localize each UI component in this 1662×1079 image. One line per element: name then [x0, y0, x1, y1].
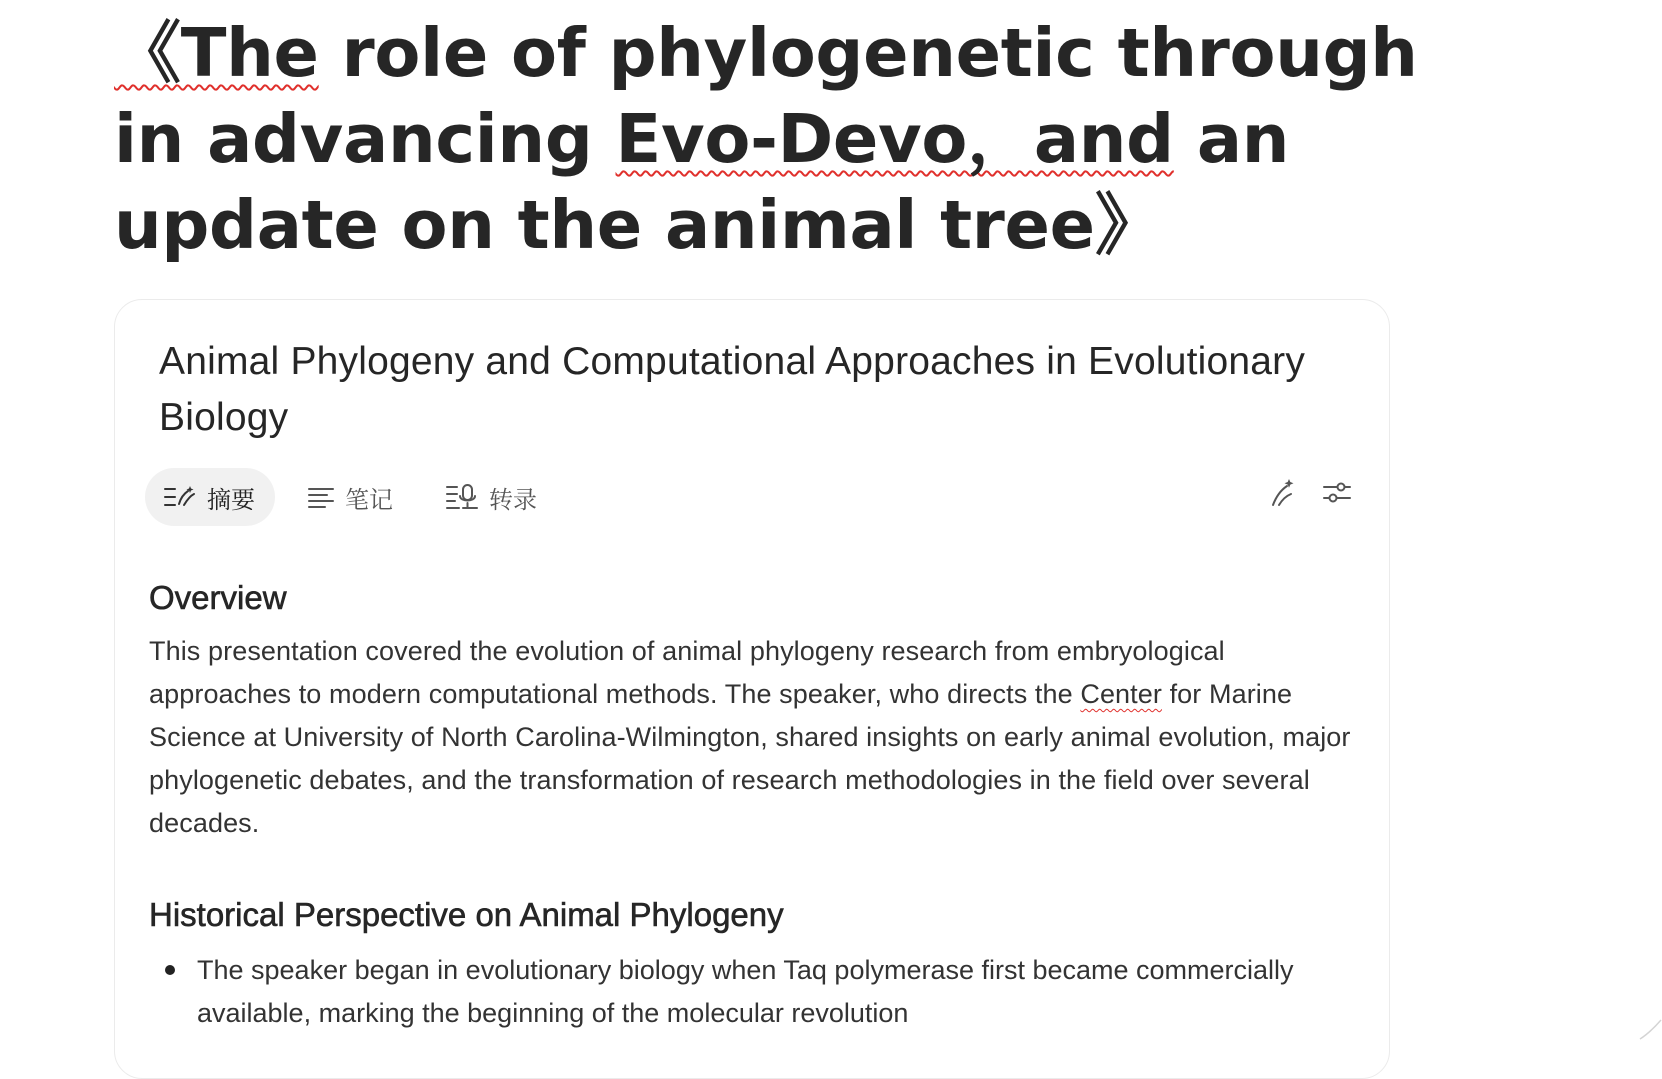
overview-paragraph: [149, 630, 1359, 845]
summary-card: [114, 299, 1390, 1079]
settings-sliders-icon[interactable]: [1321, 476, 1353, 508]
tab-transcript[interactable]: [427, 468, 557, 526]
notes-icon: [307, 485, 335, 509]
spellcheck-word[interactable]: Center: [1080, 679, 1162, 709]
resize-corner-icon: [1638, 1016, 1662, 1040]
bullet-icon: [165, 965, 175, 975]
tab-label: 摘要: [207, 485, 255, 514]
historical-heading: Historical Perspective on Animal Phylogeny: [149, 896, 784, 933]
view-tabs: [145, 468, 557, 526]
list-item: [149, 949, 1359, 1035]
document-title-line-1: [114, 10, 1418, 96]
document-title-line-3: update on the animal tree》: [114, 186, 1162, 264]
tab-summary[interactable]: [145, 468, 275, 526]
paragraph-text: for Marine Science at University of North Carolina-Wilmington, shared insights on early animal evolution, major phylogenetic debates, and the transformation of research methodologies in the field over several decades.: [149, 679, 1351, 838]
overview-heading: Overview: [149, 579, 287, 616]
bullet-text: The speaker began in evolutionary biology when Taq polymerase first became commercially available, marking the beginning of the molecular revolution: [197, 955, 1294, 1028]
paragraph-text: This presentation covered the evolution of animal phylogeny research from embryological approaches to modern computational methods. The speaker, who directs the: [149, 636, 1225, 709]
title-text: in advancing: [114, 100, 616, 178]
card-title: Animal Phylogeny and Computational Approaches in Evolutionary Biology: [159, 340, 1306, 439]
tab-label: 转录: [489, 485, 537, 514]
ai-rewrite-icon[interactable]: [1267, 476, 1299, 508]
historical-bullets: [149, 949, 1359, 1035]
transcript-icon: [445, 483, 479, 511]
tab-label: 笔记: [345, 485, 393, 514]
card-toolbar: [1267, 476, 1353, 508]
spellcheck-word[interactable]: Evo-Devo，and: [615, 100, 1174, 178]
summary-content: [149, 576, 1359, 1035]
spellcheck-word[interactable]: 《The: [114, 14, 319, 92]
document-title-line-2: [114, 96, 1414, 182]
tab-notes[interactable]: [289, 468, 413, 526]
title-text: role of phylogenetic through: [318, 14, 1418, 92]
title-text: an: [1173, 100, 1290, 178]
summary-icon: [163, 484, 197, 510]
document-title[interactable]: [114, 10, 1418, 268]
